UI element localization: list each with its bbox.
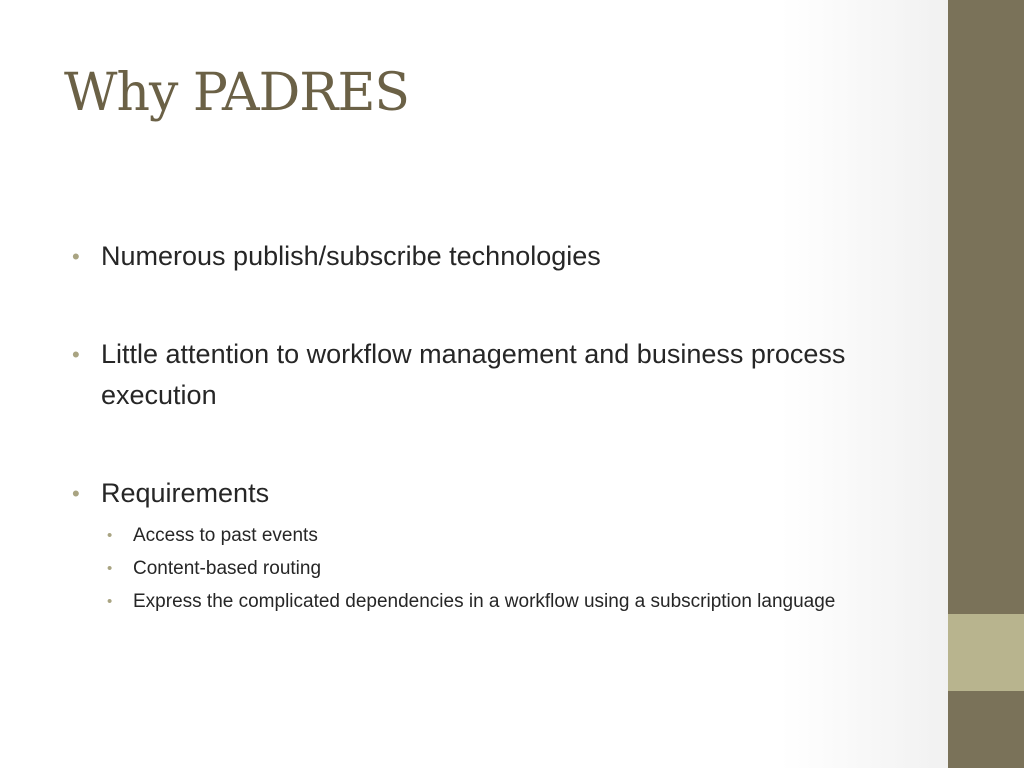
- sub-bullet-list: [101, 522, 882, 615]
- sub-bullet-dot-icon: •: [107, 593, 113, 610]
- bullet-dot-icon: •: [72, 342, 80, 367]
- bullet-item: [72, 236, 882, 277]
- slide-title: Why PADRES: [64, 63, 410, 123]
- bullet-list: [72, 236, 882, 615]
- bullet-item: [72, 473, 882, 615]
- slide-content: [72, 236, 882, 621]
- bullet-item: [72, 334, 882, 416]
- sub-bullet-text: Access to past events: [133, 525, 318, 546]
- sub-bullet-item: [101, 588, 882, 615]
- sub-bullet-text: Express the complicated dependencies in a workflow using a subscription language: [133, 591, 836, 612]
- sub-bullet-item: [101, 555, 882, 582]
- sub-bullet-dot-icon: •: [107, 527, 113, 544]
- bullet-text: Little attention to workflow management and business process execution: [101, 339, 846, 410]
- decorative-side-accent: [948, 614, 1024, 691]
- sub-bullet-text: Content-based routing: [133, 558, 322, 579]
- bullet-text: Requirements: [101, 478, 270, 508]
- sub-bullet-item: [101, 522, 882, 549]
- bullet-text: Numerous publish/subscribe technologies: [101, 241, 601, 271]
- sub-bullet-dot-icon: •: [107, 560, 113, 577]
- bullet-dot-icon: •: [72, 481, 80, 506]
- bullet-dot-icon: •: [72, 244, 80, 269]
